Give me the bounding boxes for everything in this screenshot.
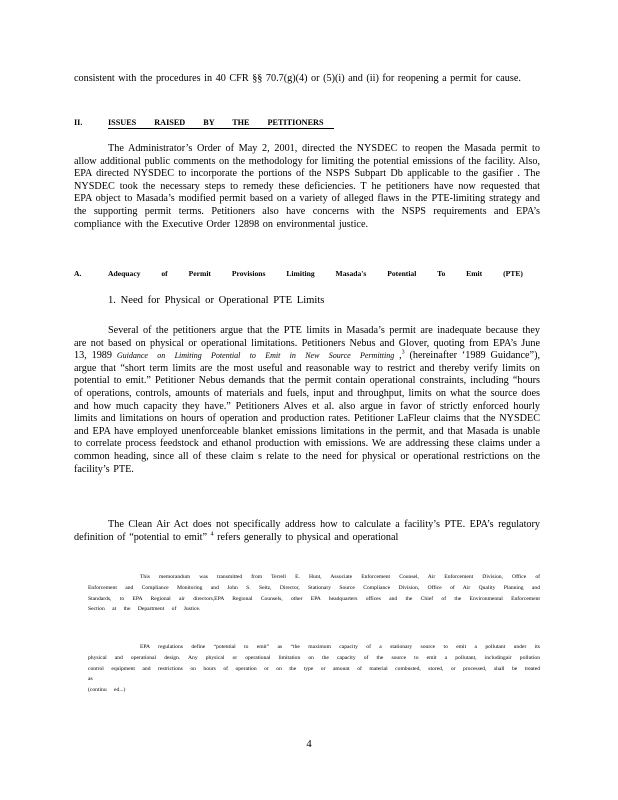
section-ii-number: II. (74, 118, 83, 127)
section-a-title: Adequacy of Permit Provisions Limiting Masada's Potential To Emit (PTE) (108, 269, 523, 278)
footnote-4-continued: (continu ed...) (88, 687, 126, 694)
petitioners-text-after: (hereinafter ‘1989 Guidance”), argue that “short term limits are the most useful and reasonable way to restrict and thereby verify limits on potential to emit.” Petitioner Nebus demands that the permit contain operational constraints, including “hours of operations, controls, amounts of materials and fuels, input and throughput, limits on what the source does and how much capacity they have.” Petitioners Alves et al. also argue in favor of strictly enforced hourly limits and limitations on hours of operation and production rates. Petitioner LaFleur claims that the NYSDEC and EPA have employed unenforceable blanket emissions limitations in the permit, and that Masada is unable to correlate process feedstock and ethanol production with emissions. We are addressing these claims under a common heading, since all of these claim s relate to the need for physical or operational restrictions on the facility’s PTE. (74, 350, 541, 475)
page-number: 4 (306, 739, 312, 750)
section-a-number: A. (74, 269, 82, 278)
caa-text-after: refers generally to physical and operational (213, 531, 399, 543)
subheading-need-for-limits: 1. Need for Physical or Operational PTE Limits (108, 295, 325, 306)
petitioners-text-before: Several of the petitioners argue that the PTE limits in Masada’s permit are inadequate because they are not based on physical or operational limitations. Petitioners Nebus and Glover, quoting from EPA’s June 13, 1989 (74, 325, 540, 362)
petitioners-paragraph (74, 325, 540, 476)
footnote-4 (88, 642, 540, 696)
continuation-paragraph: consistent with the procedures in 40 CFR §§ 70.7(g)(4) or (5)(i) and (ii) for reopening a permit for cause. (74, 73, 521, 84)
footnote-4-text: EPA regulations define “potential to emit” as “the maximum capacity of a stationary source to emit a pollutant under its physical and operational design. Any physical or operational limitation on the capacity of the source to emit a pollutant, includingair pollution control equipment and restrictions on hours of operation or on the type or amount of material combusted, stored, or processed, shall be treated as (88, 644, 540, 683)
section-ii-heading (74, 118, 374, 129)
footnote-3-text: This memorandum was transmitted from Terrell E. Hunt, Associate Enforcement Counsel, Air Enforcement Division, Office of Enforcement and Compliance Monitoring and John S. Seitz, Director, Stationary Source Compliance Division, Office of Air Quality Planning and Standards, to EPA Regional air directors,EPA Regional Counsels, other EPA headquarters offices and the Chief of the Environmental Enforcement Section at the Department of Justice. (88, 574, 540, 613)
section-a-heading (74, 269, 540, 278)
caa-paragraph (74, 519, 540, 544)
footnote-ref-3: 3 (401, 349, 405, 356)
caa-text-before: The Clean Air Act does not specifically address how to calculate a facility’s PTE. EPA’s regulatory definition of “potential to emit” (74, 519, 540, 543)
guidance-title: Guidance on Limiting Potential to Emit in New Source Permitting (116, 351, 395, 361)
section-ii-title: ISSUES RAISED BY THE PETITIONERS (108, 118, 334, 129)
footnote-3 (88, 572, 540, 615)
guidance-sep: , (394, 350, 402, 362)
footnote-ref-4: 4 (210, 531, 214, 538)
order-paragraph: The Administrator’s Order of May 2, 2001, directed the NYSDEC to reopen the Masada permit to allow additional public comments on the methodology for limiting the potential emissions of the facility. Also, EPA directed NYSDEC to incorporate the portions of the NSPS Subpart Db applicable to the gasifier . The NYSDEC took the necessary steps to remedy these deficiencies. T he petitioners have now requested that EPA object to Masada’s modified permit based on a variety of alleged flaws in the PTE-limiting strategy and the supporting permit terms. Petitioners also have concerns with the NSPS requirements and EPA’s compliance with the Executive Order 12898 on environmental justice. (74, 143, 540, 230)
